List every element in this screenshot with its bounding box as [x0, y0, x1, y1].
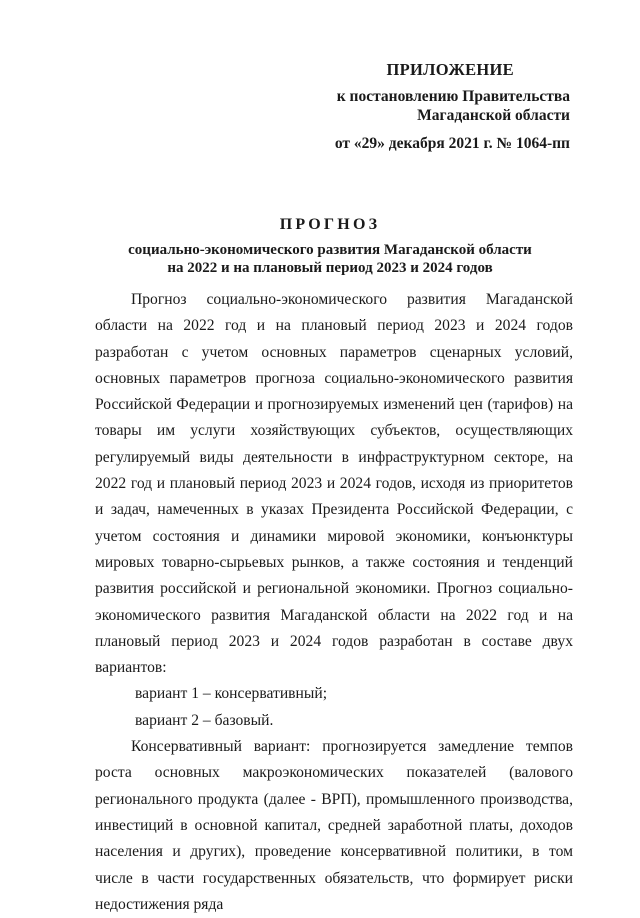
- appendix-region-line: Магаданской области: [417, 107, 570, 124]
- document-title: ПРОГНОЗ: [279, 216, 381, 233]
- document-title-block: [80, 216, 580, 277]
- appendix-header: [320, 60, 570, 153]
- variant-item-1: вариант 1 – консервативный;: [135, 685, 328, 703]
- document-body: [95, 287, 573, 918]
- variant-item-2: вариант 2 – базовый.: [135, 711, 274, 729]
- appendix-title: ПРИЛОЖЕНИЕ: [386, 60, 514, 79]
- paragraph-conservative-variant: Консервативный вариант: прогнозируется замедление темпов роста основных макроэкономических показателей (валового регионального продукта (далее - ВРП), промышленного производства, инвестиций в основной капитал, средней заработной платы, доходов населения и других), проведение консервативной политики, в том числе в части государственных обязательств, что формирует риски недостижения ряда: [95, 738, 573, 913]
- appendix-date-line: от «29» декабря 2021 г. № 1064-пп: [334, 135, 570, 152]
- document-subtitle-line1: социально-экономического развития Магаданской области: [128, 242, 532, 258]
- document-subtitle-line2: на 2022 и на плановый период 2023 и 2024 годов: [167, 260, 493, 276]
- appendix-resolution-line: к постановлению Правительства: [336, 88, 570, 105]
- paragraph-forecast-intro: Прогноз социально-экономического развития Магаданской области на 2022 год и на плановый период 2023 и 2024 годов разработан с учетом основных параметров сценарных условий, основных параметров прогноза социально-экономического развития Российской Федерации и прогнозируемых изменений цен (тарифов) на товары им услуги хозяйствующих субъектов, осуществляющих регулируемый виды деятельности в инфраструктурном секторе, на 2022 год и плановый период 2023 и 2024 годов, исходя из приоритетов и задач, намеченных в указах Президента Российской Федерации, с учетом состояния и динамики мировой экономики, конъюнктуры мировых товарно-сырьевых рынков, а также состояния и тенденций развития российской и региональной экономики. Прогноз социально-экономического развития Магаданской области на 2022 год и на плановый период 2023 и 2024 годов разработан в составе двух вариантов:: [95, 291, 573, 677]
